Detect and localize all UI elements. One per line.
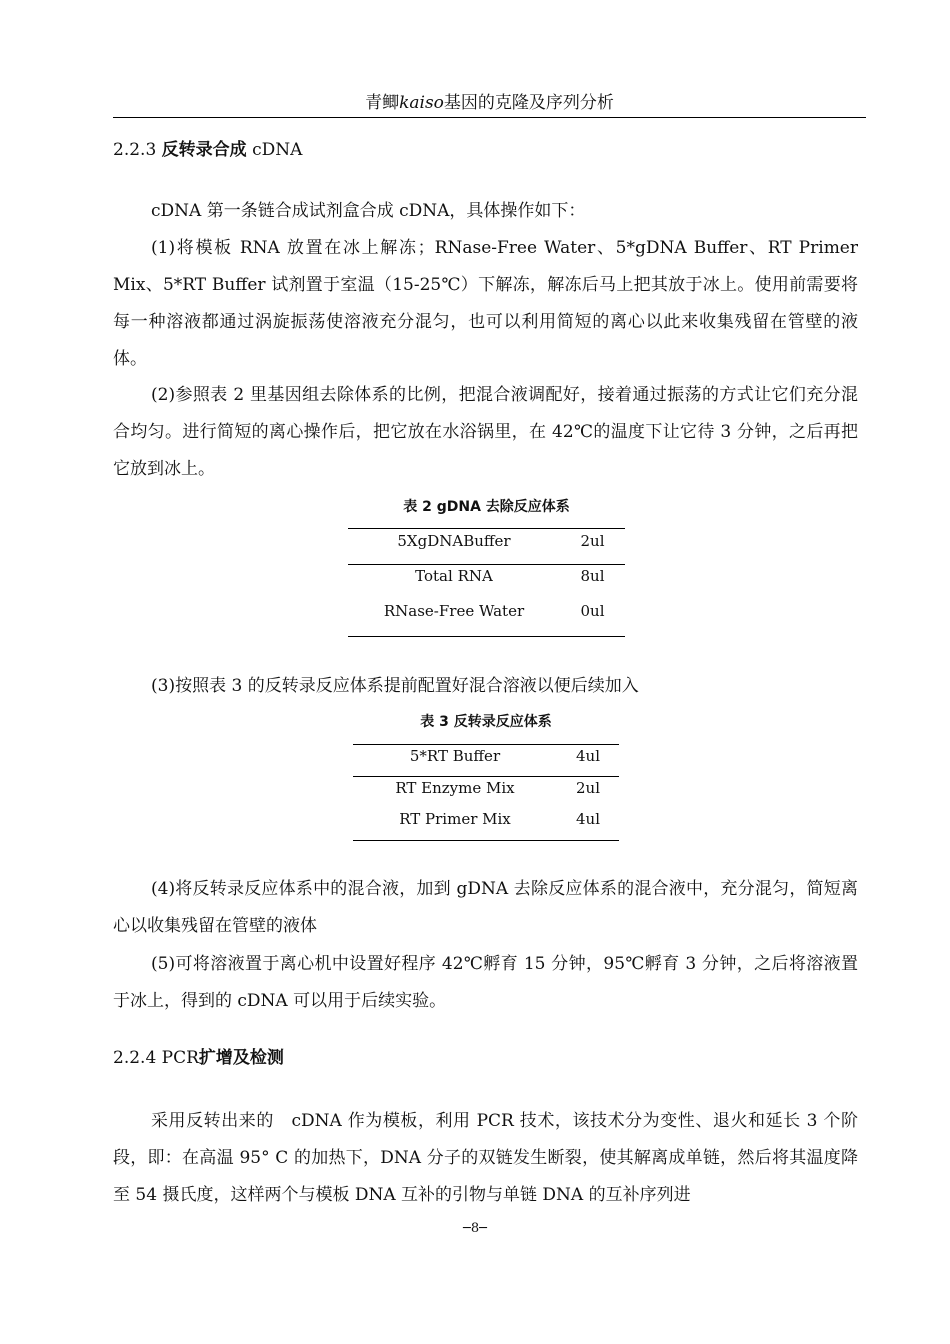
step-2-paragraph: (2)参照表 2 里基因组去除体系的比例，把混合液调配好，接着通过振荡的方式让它们充分混合均匀。进行简短的离心操作后，把它放在水浴锅里，在 42℃的温度下让它待 3 分钟，之后再把它放到冰上。	[113, 385, 858, 479]
table-3-cell-item: RT Enzyme Mix	[395, 779, 515, 797]
section-title-tail: cDNA	[252, 140, 303, 160]
step-5-paragraph: (5)可将溶液置于离心机中设置好程序 42℃孵育 15 分钟，95℃孵育 3 分钟，之后将溶液置于冰上，得到的 cDNA 可以用于后续实验。	[113, 954, 858, 1011]
section-heading-2-2-3	[113, 139, 302, 161]
table-2-cell-amount: 2ul	[580, 532, 605, 550]
header-rule	[113, 117, 866, 118]
section-title-head: PCR	[161, 1048, 199, 1068]
table-2-cell-item: 5XgDNABuffer	[397, 532, 511, 550]
page-number: ─8─	[463, 1221, 487, 1236]
table-3-cell-item: RT Primer Mix	[399, 810, 511, 828]
table-2-header-rule	[348, 564, 625, 565]
table-3-cell-amount: 4ul	[575, 747, 600, 765]
table-3-top-rule	[353, 744, 619, 745]
table-2-cell-amount: 8ul	[580, 567, 605, 585]
table-2-cell-amount: 0ul	[580, 602, 605, 620]
table-2-caption: 表 2 gDNA 去除反应体系	[403, 499, 570, 515]
table-2-bottom-rule	[348, 636, 625, 637]
table-2-top-rule	[348, 528, 625, 529]
table-3-header-rule	[353, 776, 619, 777]
section-title: 扩增及检测	[198, 1048, 284, 1068]
step-4-paragraph: (4)将反转录反应体系中的混合液，加到 gDNA 去除反应体系的混合液中，充分混匀，简短离心以收集残留在管壁的液体	[113, 879, 858, 936]
pcr-paragraph: 采用反转出来的 cDNA 作为模板，利用 PCR 技术，该技术分为变性、退火和延长 3 个阶段，即：在高温 95° C 的加热下，DNA 分子的双链发生断裂，使其解离成单链，然后将其温度降至 54 摄氏度，这样两个与模板 DNA 互补的引物与单链 DNA 的互补序列进	[113, 1111, 858, 1205]
running-header	[113, 92, 866, 114]
header-gene-name: kaiso	[399, 93, 444, 113]
table-3-cell-amount: 2ul	[575, 779, 600, 797]
table-3-cell-amount: 4ul	[575, 810, 600, 828]
section-number: 2.2.3	[113, 140, 157, 160]
step-3-paragraph: (3)按照表 3 的反转录反应体系提前配置好混合溶液以便后续加入	[151, 676, 639, 696]
table-3-caption: 表 3 反转录反应体系	[420, 714, 552, 730]
section-heading-2-2-4	[113, 1047, 284, 1069]
section-title: 反转录合成	[161, 140, 247, 160]
header-prefix: 青鲫	[365, 93, 400, 113]
section-number: 2.2.4	[113, 1048, 157, 1068]
step-1-paragraph: (1)将模板 RNA 放置在冰上解冻；RNase-Free Water、5*gDNA Buffer、RT Primer Mix、5*RT Buffer 试剂置于室温（15-25℃）下解冻，解冻后马上把其放于冰上。使用前需要将每一种溶液都通过涡旋振荡使溶液充分混匀，也可以利用简短的离心以此来收集残留在管壁的液体。	[113, 238, 858, 369]
table-3-cell-item: 5*RT Buffer	[409, 747, 501, 765]
table-2-cell-item: Total RNA	[415, 567, 493, 585]
table-2-cell-item: RNase-Free Water	[383, 602, 525, 620]
table-3-bottom-rule	[353, 840, 619, 841]
header-suffix: 基因的克隆及序列分析	[443, 93, 614, 113]
intro-paragraph: cDNA 第一条链合成试剂盒合成 cDNA，具体操作如下：	[151, 201, 586, 221]
